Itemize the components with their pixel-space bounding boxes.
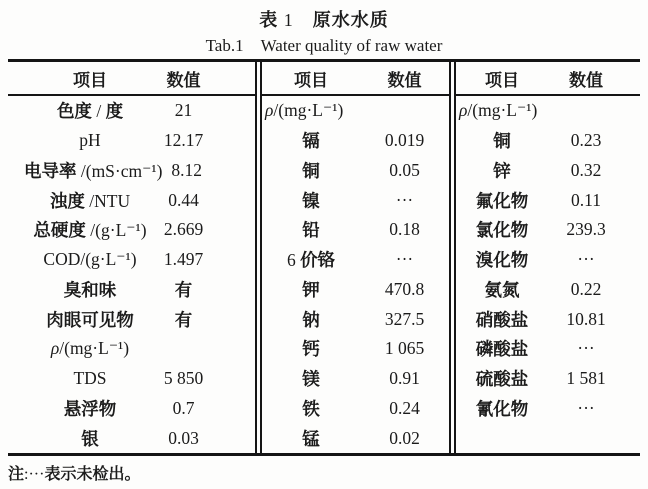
table-row bbox=[456, 215, 640, 245]
row-item-label: 镍 bbox=[302, 190, 320, 211]
row-value: ··· bbox=[577, 249, 595, 270]
row-value: 0.22 bbox=[570, 278, 602, 299]
row-value: ··· bbox=[577, 397, 595, 418]
row-item-label: 臭和味 bbox=[63, 279, 117, 300]
table-row bbox=[456, 126, 640, 156]
table-row bbox=[8, 304, 255, 334]
table-row bbox=[262, 215, 449, 245]
table-row bbox=[262, 304, 449, 334]
row-item-label: 镁 bbox=[302, 369, 320, 390]
table-title-en: Tab.1 Water quality of raw water bbox=[205, 36, 443, 55]
row-item-label: 锌 bbox=[493, 160, 511, 181]
table-section-right bbox=[449, 62, 640, 453]
row-value: 10.81 bbox=[566, 308, 606, 329]
row-value: 8.12 bbox=[171, 159, 203, 180]
row-value: 0.03 bbox=[168, 427, 199, 448]
row-value: 1 581 bbox=[566, 368, 606, 389]
row-value: 327.5 bbox=[384, 308, 425, 329]
table-row bbox=[8, 245, 255, 275]
row-item-label: 电导率 /(mS·cm⁻¹) bbox=[24, 160, 163, 181]
row-item-label: COD/(g·L⁻¹) bbox=[43, 249, 137, 270]
row-value: 0.32 bbox=[570, 159, 602, 180]
row-item-label: 氯化物 bbox=[475, 220, 529, 241]
row-item-label: pH bbox=[79, 130, 101, 151]
table-body-left bbox=[8, 96, 255, 453]
table-row bbox=[8, 215, 255, 245]
row-value: 有 bbox=[174, 309, 193, 330]
row-value: ··· bbox=[577, 338, 595, 359]
row-value: 0.91 bbox=[389, 368, 420, 389]
row-value: 0.019 bbox=[384, 130, 425, 151]
table-header-row bbox=[456, 62, 640, 96]
row-value: 0.05 bbox=[389, 159, 420, 180]
table-row bbox=[262, 364, 449, 394]
row-value: 21 bbox=[174, 100, 193, 121]
row-item-label: 硫酸盐 bbox=[475, 369, 529, 390]
row-item-label: 铅 bbox=[302, 220, 320, 241]
row-item-label: 钾 bbox=[302, 279, 320, 300]
row-value: 1.497 bbox=[163, 249, 204, 270]
table-section-left bbox=[8, 62, 255, 453]
row-item-label: 钠 bbox=[302, 309, 320, 330]
table-row bbox=[456, 156, 640, 186]
row-item-label: 6 价铬 bbox=[286, 250, 336, 271]
row-value: ··· bbox=[395, 249, 414, 270]
row-value: 1 065 bbox=[384, 338, 425, 359]
table-row bbox=[8, 185, 255, 215]
header-value-label: 数值 bbox=[387, 70, 422, 90]
table-row bbox=[8, 156, 255, 186]
table-row bbox=[456, 304, 640, 334]
table-row bbox=[8, 423, 255, 453]
table-row bbox=[8, 96, 255, 126]
row-value: 0.24 bbox=[389, 397, 420, 418]
row-value: 有 bbox=[174, 279, 193, 300]
row-item-label: 银 bbox=[81, 428, 99, 449]
row-value: 0.18 bbox=[389, 219, 420, 240]
table-header-row bbox=[8, 62, 255, 96]
table-title-zh: 表 1 原水水质 bbox=[259, 10, 389, 30]
row-item-label: ρ/(mg·L⁻¹) bbox=[459, 100, 538, 121]
row-value: 0.11 bbox=[571, 189, 601, 210]
row-item-label: 溴化物 bbox=[475, 250, 529, 271]
row-item-label: TDS bbox=[73, 368, 107, 389]
table-row bbox=[262, 156, 449, 186]
row-item-label: 硝酸盐 bbox=[475, 309, 529, 330]
row-item-label: 磷酸盐 bbox=[475, 339, 529, 360]
table-body-right bbox=[456, 96, 640, 453]
header-value-label: 数值 bbox=[166, 70, 201, 90]
row-value: 0.23 bbox=[570, 130, 602, 151]
table-row bbox=[262, 334, 449, 364]
row-item-label: 镉 bbox=[302, 131, 320, 152]
row-item-label: 悬浮物 bbox=[63, 398, 117, 419]
row-item-label: ρ/(mg·L⁻¹) bbox=[50, 338, 130, 359]
table-row bbox=[8, 364, 255, 394]
table-body-middle bbox=[262, 96, 449, 453]
row-value: 0.02 bbox=[389, 427, 420, 448]
row-item-label: 肉眼可见物 bbox=[46, 309, 134, 330]
table-row bbox=[456, 96, 640, 126]
row-value: 239.3 bbox=[566, 219, 606, 240]
header-item-label: 项目 bbox=[294, 70, 328, 90]
table-row bbox=[262, 245, 449, 275]
table-row bbox=[456, 394, 640, 424]
table-row bbox=[456, 245, 640, 275]
row-item-label: 氨氮 bbox=[484, 279, 520, 300]
water-quality-table bbox=[8, 59, 640, 456]
table-row bbox=[456, 364, 640, 394]
table-row bbox=[262, 423, 449, 453]
table-row bbox=[262, 126, 449, 156]
header-item-label: 项目 bbox=[73, 70, 107, 90]
row-item-label: 氰化物 bbox=[475, 398, 529, 419]
table-section-middle bbox=[255, 62, 449, 453]
table-header-row bbox=[262, 62, 449, 96]
table-row bbox=[456, 334, 640, 364]
header-value-label: 数值 bbox=[569, 70, 603, 90]
row-item-label: 总硬度 /(g·L⁻¹) bbox=[33, 220, 147, 241]
row-value: 470.8 bbox=[384, 278, 425, 299]
row-item-label: 铁 bbox=[302, 398, 320, 419]
table-row bbox=[456, 275, 640, 305]
row-value: 0.7 bbox=[172, 397, 195, 418]
table-row bbox=[262, 96, 449, 126]
row-item-label: 锰 bbox=[302, 428, 320, 449]
table-row bbox=[262, 275, 449, 305]
row-item-label: 铜 bbox=[493, 131, 511, 152]
table-row bbox=[456, 185, 640, 215]
table-row bbox=[8, 126, 255, 156]
row-value: 12.17 bbox=[163, 130, 204, 151]
row-value: 2.669 bbox=[163, 219, 204, 240]
row-value: 5 850 bbox=[163, 368, 204, 389]
table-row bbox=[8, 275, 255, 305]
row-item-label: ρ/(mg·L⁻¹) bbox=[265, 100, 344, 121]
row-value: 0.44 bbox=[168, 189, 199, 210]
table-row bbox=[262, 394, 449, 424]
row-item-label: 铜 bbox=[302, 160, 320, 181]
table-row bbox=[8, 334, 255, 364]
header-item-label: 项目 bbox=[485, 70, 519, 90]
table-row bbox=[8, 394, 255, 424]
table-row bbox=[262, 185, 449, 215]
row-item-label: 钙 bbox=[302, 339, 320, 360]
row-item-label: 色度 / 度 bbox=[56, 101, 124, 122]
row-value: ··· bbox=[395, 189, 414, 210]
row-item-label: 氟化物 bbox=[475, 190, 529, 211]
table-footnote: 注:···表示未检出。 bbox=[8, 466, 141, 483]
row-item-label: 浊度 /NTU bbox=[49, 190, 131, 211]
